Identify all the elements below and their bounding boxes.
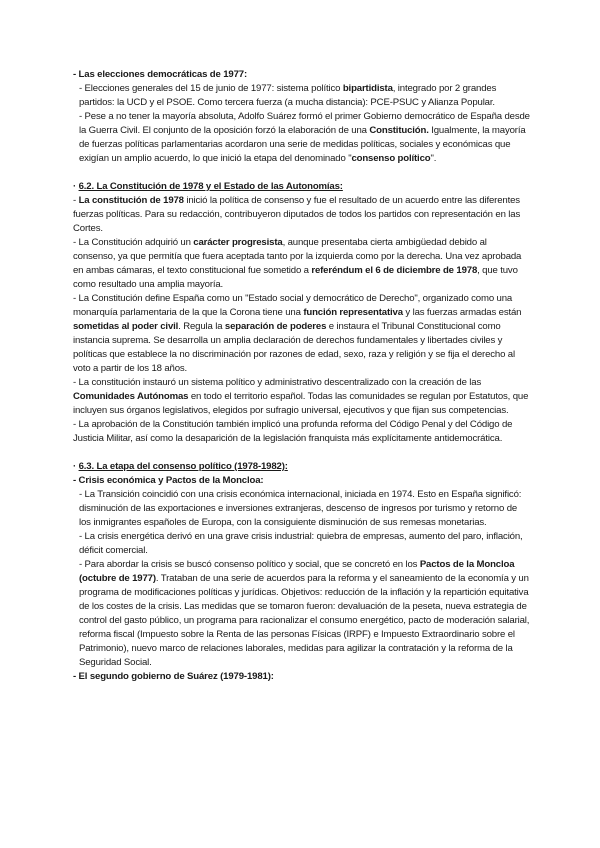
heading-etapa-consenso: · 6.3. La etapa del consenso político (1978-1982):: [73, 461, 288, 472]
paragraph-elecciones-generales: - Elecciones generales del 15 de junio de 1977: sistema político bipartidista, integrado por 2 grandes partidos: la UCD y el PSOE. Como tercera fuerza (a mucha distancia): PCE-PSUC y Alianza Popular.: [79, 83, 497, 108]
paragraph-caracter-progresista: - La Constitución adquirió un carácter progresista, aunque presentaba cierta ambigüedad debido al consenso, ya que permitía que fuera aceptada tanto por la izquierda como por la derecha. Una vez aprobada en ambas cámaras, el texto constitucional fue sometido a referéndum el 6 de diciembre de 1978, que tuvo como resultado una amplia mayoría.: [73, 237, 522, 290]
heading-constitucion-1978: · 6.2. La Constitución de 1978 y el Estado de las Autonomías:: [73, 181, 343, 192]
heading-elecciones-1977: - Las elecciones democráticas de 1977:: [73, 69, 248, 80]
subheading-crisis-economica: - Crisis económica y Pactos de la Moncloa:: [73, 475, 264, 486]
subheading-segundo-gobierno-suarez: - El segundo gobierno de Suárez (1979-1981):: [73, 671, 274, 682]
paragraph-crisis-energetica: - La crisis energética derivó en una grave crisis industrial: quiebra de empresas, aumento del paro, inflación, déficit comercial.: [79, 531, 523, 556]
paragraph-pactos-moncloa: - Para abordar la crisis se buscó consenso político y social, que se concretó en los Pactos de la Moncloa (octubre de 1977). Trataban de una serie de acuerdos para la reforma y el saneamiento de la economía y un programa de modificaciones políticas y jurídicas. Objetivos: reducción de la inflación y la repartición equitativa de los costes de la crisis. Las medidas que se tomaron fueron: devaluación de la peseta, nueva estrategia de control del gasto público, un programa para racionalizar el consumo energético, pacto de moderación salarial, reforma fiscal (Impuesto sobre la Renta de las personas Físicas (IRPF) e Impuesto Extraordinario sobre el Patrimonio), nuevo marco de relaciones laborales, medidas para agilizar la contratación y la reforma de la Seguridad Social.: [79, 559, 530, 668]
paragraph-reforma-codigo-penal: - La aprobación de la Constitución también implicó una profunda reforma del Código Penal y del Código de Justicia Militar, así como la desaparición de la legislación franquista más explícitamente antidemocrática.: [73, 419, 513, 444]
paragraph-estado-social: - La Constitución define España como un "Estado social y democrático de Derecho", organizado como una monarquía parlamentaria de la que la Corona tiene una función representativa y las fuerzas armadas están sometidas al poder civil. Regula la separación de poderes e instaura el Tribunal Constitucional como instancia suprema. Se desarrolla un amplia declaración de derechos fundamentales y libertades civiles y políticas que establece la no discriminación por razones de edad, sexo, raza y religión y se fija el derecho al voto a partir de los 18 años.: [73, 293, 522, 374]
spacer: [73, 166, 530, 180]
paragraph-gobierno-suarez: - Pese a no tener la mayoría absoluta, Adolfo Suárez formó el primer Gobierno democrático de España desde la Guerra Civil. El conjunto de la oposición forzó la elaboración de una Constitución. Igualmente, la mayoría de fuerzas políticas parlamentarias acordaron una serie de medidas políticas, sociales y económicas que exigían un amplio acuerdo, lo que inició la etapa del denominado "consenso político".: [79, 111, 530, 164]
paragraph-crisis-internacional: - La Transición coincidió con una crisis económica internacional, iniciada en 1974. Esto en España significó: disminución de las exportaciones e inversiones extranjeras, descenso de ingresos por turismo y retorno de los inmigrantes españoles de Europa, con la consiguiente disminución de sus remesas monetarias.: [79, 489, 522, 528]
spacer: [73, 446, 530, 460]
paragraph-comunidades-autonomas: - La constitución instauró un sistema político y administrativo descentralizado con la creación de las Comunidades Autónomas en todo el territorio español. Todas las comunidades se regulan por Estatutos, que incluyen sus órganos legislativos, elegidos por sufragio universal, ejecutivos y que fijan sus competencias.: [73, 377, 529, 416]
paragraph-constitucion-consenso: - La constitución de 1978 inició la política de consenso y fue el resultado de un acuerdo entre las diferentes fuerzas políticas. Para su redacción, contribuyeron diputados de todos los partidos con representación en las Cortes.: [73, 195, 521, 234]
